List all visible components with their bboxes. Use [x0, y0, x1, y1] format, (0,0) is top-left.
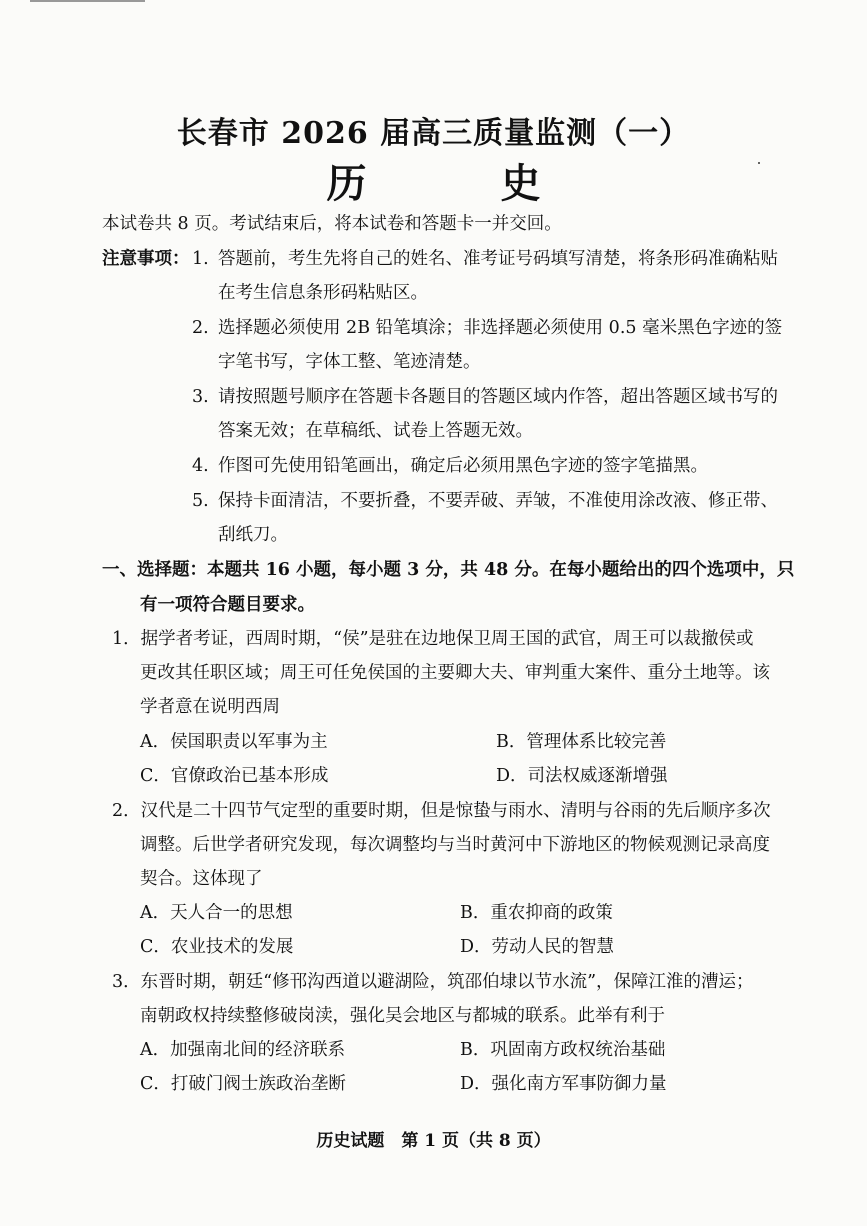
question-3-option-b: B．巩固南方政权统治基础	[460, 1040, 666, 1060]
notice-item-4-num: 4.	[192, 456, 209, 476]
notice-item-2-line-1: 选择题必须使用 2B 铅笔填涂；非选择题必须使用 0.5 毫米黑色字迹的签	[218, 318, 783, 338]
notice-item-2-num: 2.	[192, 318, 209, 338]
scan-edge-line	[30, 0, 145, 2]
question-2-option-a: A．天人合一的思想	[140, 903, 293, 923]
question-3-option-c: C．打破门阀士族政治垄断	[140, 1074, 346, 1094]
question-3-option-d: D．强化南方军事防御力量	[460, 1074, 667, 1094]
question-3-line-1: 3．东晋时期，朝廷“修邗沟西道以避湖险，筑邵伯埭以节水流”，保障江淮的漕运；	[112, 972, 754, 992]
notice-label: 注意事项：	[102, 249, 190, 269]
notice-item-5-num: 5.	[192, 491, 209, 511]
question-2-line-2: 调整。后世学者研究发现，每次调整均与当时黄河中下游地区的物候观测记录高度	[140, 835, 770, 855]
notice-item-3-line-1: 请按照题号顺序在答题卡各题目的答题区域内作答，超出答题区域书写的	[218, 387, 778, 407]
question-1-option-b: B．管理体系比较完善	[496, 732, 667, 752]
question-1-line-2: 更改其任职区域；周王可任免侯国的主要卿大夫、审判重大案件、重分土地等。该	[140, 663, 770, 683]
question-1-option-d: D．司法权威逐渐增强	[496, 766, 668, 786]
notice-item-3-num: 3.	[192, 387, 209, 407]
notice-item-5-line-2: 刮纸刀。	[218, 525, 288, 545]
notice-item-2-line-2: 字笔书写，字体工整、笔迹清楚。	[218, 352, 481, 372]
notice-item-1-num: 1.	[192, 249, 209, 269]
notice-item-3-line-2: 答案无效；在草稿纸、试卷上答题无效。	[218, 421, 533, 441]
section-heading-line-1: 一、选择题：本题共 16 小题，每小题 3 分，共 48 分。在每小题给出的四个选项中，只	[102, 560, 795, 580]
question-2-option-c: C．农业技术的发展	[140, 937, 294, 957]
question-1-option-a: A．侯国职责以军事为主	[140, 732, 328, 752]
scan-speck	[758, 162, 760, 164]
question-2-option-d: D．劳动人民的智慧	[460, 937, 615, 957]
question-1-option-c: C．官僚政治已基本形成	[140, 766, 329, 786]
exam-title: 长春市 2026 届高三质量监测（一）	[176, 116, 691, 151]
question-2-option-b: B．重农抑商的政策	[460, 903, 613, 923]
intro-text: 本试卷共 8 页。考试结束后，将本试卷和答题卡一并交回。	[102, 214, 562, 234]
notice-item-4-line-1: 作图可先使用铅笔画出，确定后必须用黑色字迹的签字笔描黑。	[218, 456, 708, 476]
question-2-line-3: 契合。这体现了	[140, 869, 263, 889]
notice-item-1-line-1: 答题前，考生先将自己的姓名、准考证号码填写清楚，将条形码准确粘贴	[218, 249, 778, 269]
notice-item-1-line-2: 在考生信息条形码粘贴区。	[218, 283, 428, 303]
notice-item-5-line-1: 保持卡面清洁，不要折叠，不要弄破、弄皱，不准使用涂改液、修正带、	[218, 491, 778, 511]
subject-title: 历 史	[326, 160, 601, 207]
question-1-line-1: 1．据学者考证，西周时期，“侯”是驻在边地保卫周王国的武官，周王可以裁撤侯或	[112, 629, 754, 649]
section-heading-line-2: 有一项符合题目要求。	[140, 595, 315, 615]
page-footer: 历史试题 第 1 页（共 8 页）	[316, 1131, 551, 1151]
question-3-line-2: 南朝政权持续整修破岗渎，强化吴会地区与都城的联系。此举有利于	[140, 1006, 665, 1026]
question-3-option-a: A．加强南北间的经济联系	[140, 1040, 346, 1060]
question-2-line-1: 2．汉代是二十四节气定型的重要时期，但是惊蛰与雨水、清明与谷雨的先后顺序多次	[112, 801, 771, 821]
question-1-line-3: 学者意在说明西周	[140, 697, 280, 717]
